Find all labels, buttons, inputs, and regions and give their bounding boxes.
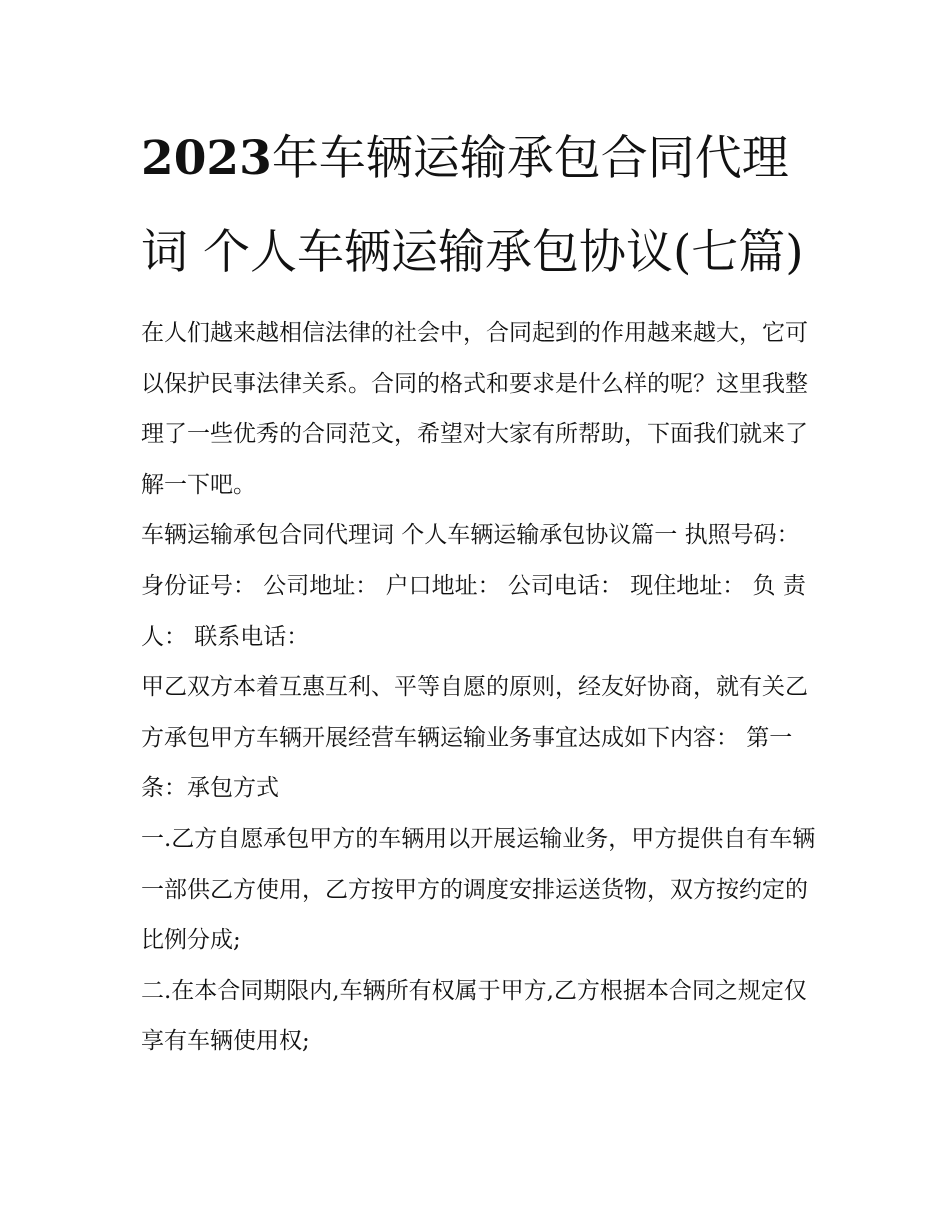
- title-text: 年车辆运输承包合同代理词 个人车辆运输承包协议(七篇): [141, 131, 804, 280]
- document-page: [141, 112, 821, 1067]
- clause-two-paragraph: 二.在本合同期限内,车辆所有权属于甲方,乙方根据本合同之规定仅享有车辆使用权;: [141, 977, 807, 1055]
- party-info-paragraph: 车辆运输承包合同代理词 个人车辆运输承包协议篇一 执照号码： 身份证号： 公司地址： 户口地址： 公司电话： 现住地址： 负 责 人： 联系电话：: [141, 522, 806, 650]
- document-title: [141, 112, 821, 300]
- clause-one-paragraph: 一.乙方自愿承包甲方的车辆用以开展运输业务，甲方提供自有车辆一部供乙方使用，乙方按甲方的调度安排运送货物，双方按约定的比例分成;: [141, 825, 816, 954]
- agreement-paragraph: 甲乙双方本着互惠互利、平等自愿的原则，经友好协商，就有关乙方承包甲方车辆开展经营车辆运输业务事宜达成如下内容： 第一条：承包方式: [141, 674, 808, 802]
- intro-paragraph: 在人们越来越相信法律的社会中，合同起到的作用越来越大，它可以保护民事法律关系。合同的格式和要求是什么样的呢？这里我整理了一些优秀的合同范文，希望对大家有所帮助，下面我们就来了解一下吧。: [141, 320, 808, 498]
- title-year: 2023: [141, 131, 272, 186]
